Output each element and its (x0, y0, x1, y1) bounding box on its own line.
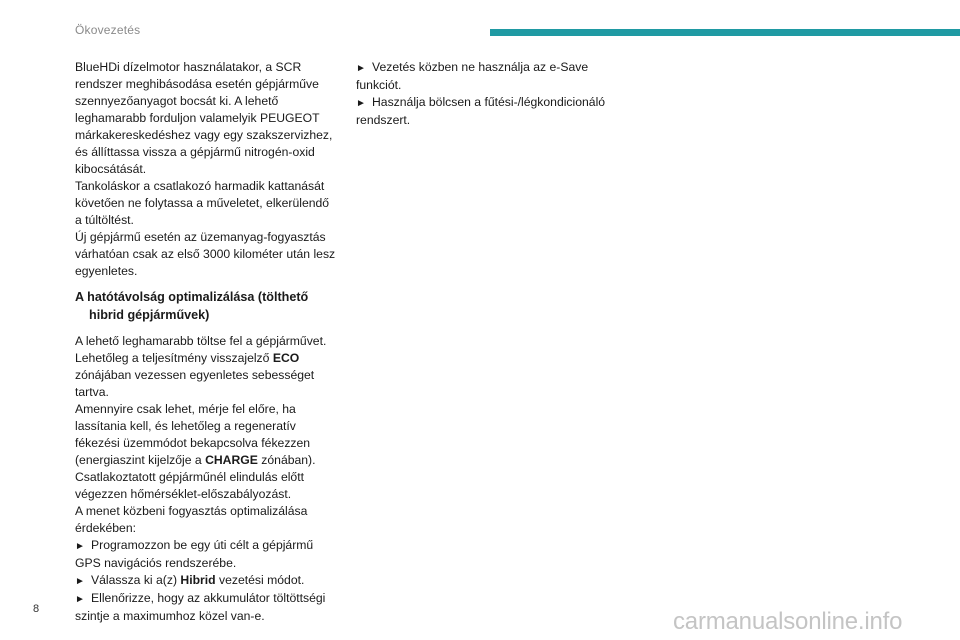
text-span: vezetési módot. (219, 573, 305, 587)
text-span: Lehetőleg a teljesítmény visszajelző (75, 351, 270, 365)
text-line (75, 435, 343, 452)
text-line: Új gépjármű esetén az üzemanyag-fogyasztás (75, 230, 326, 244)
text-span: zónájában vezessen egyenletes sebességet (75, 368, 315, 382)
text-line (75, 486, 343, 503)
subheading: A hatótávolság optimalizálása (tölthető hibrid gépjárművek) (75, 290, 309, 322)
intro-paragraph (75, 59, 343, 280)
text-span: (energiaszint kijelzője a (75, 453, 202, 467)
text-span: szintje a maximumhoz közel van-e. (75, 609, 265, 623)
text-span: A menet közbeni fogyasztás optimalizálása (75, 504, 308, 518)
text-line (75, 503, 343, 520)
watermark-logo: carmanualsonline.info (673, 608, 903, 635)
text-span: GPS navigációs rendszerébe. (75, 556, 237, 570)
text-span: Válassza ki a(z) (91, 573, 178, 587)
text-line: a túltöltést. (75, 213, 134, 227)
text-line (75, 418, 343, 435)
text-line: kibocsátását. (75, 162, 147, 176)
charge-label: CHARGE (205, 453, 258, 467)
text-line (356, 112, 626, 129)
accent-bar (490, 29, 960, 36)
text-span: Vezetés közben ne használja az e-Save (372, 60, 589, 74)
text-span: lassítania kell, és lehetőleg a regeneratív (75, 419, 296, 433)
text-line (75, 520, 343, 537)
text-line (356, 77, 626, 94)
text-line: és állíttassa vissza a gépjármű nitrogén-oxid (75, 145, 315, 159)
text-span: A lehető leghamarabb töltse fel a gépjárművet. (75, 334, 327, 348)
text-line (75, 384, 343, 401)
bullet-arrow-icon: ► (356, 63, 366, 74)
text-span: Csatlakoztatott gépjárműnél elindulás előtt (75, 470, 304, 484)
bullet-arrow-icon: ► (75, 541, 85, 552)
bullet-item (75, 590, 343, 608)
text-line: rendszer meghibásodása esetén gépjárműve (75, 77, 319, 91)
text-line: egyenletes. (75, 264, 138, 278)
page-number: 8 (33, 603, 40, 615)
text-span: Programozzon be egy úti célt a gépjármű (91, 538, 314, 552)
text-line (75, 555, 343, 572)
text-line: követően ne folytassa a műveletet, elkerülendő (75, 196, 330, 210)
text-line: várhatóan csak az első 3000 kilométer után lesz (75, 247, 336, 261)
text-line: BlueHDi dízelmotor használatakor, a SCR (75, 60, 302, 74)
text-line: márkakereskedéshez vagy egy szakszervizhez, (75, 128, 333, 142)
left-column (75, 59, 343, 625)
text-span: zónában). (261, 453, 316, 467)
text-span: Amennyire csak lehet, mérje fel előre, ha (75, 402, 296, 416)
text-line (75, 452, 343, 469)
bullet-item (75, 537, 343, 555)
text-span: fékezési üzemmódot bekapcsolva fékezzen (75, 436, 311, 450)
text-span: érdekében: (75, 521, 136, 535)
text-line (75, 333, 343, 350)
bullet-item (75, 572, 343, 590)
text-line: leghamarabb forduljon valamelyik PEUGEOT (75, 111, 320, 125)
bullet-arrow-icon: ► (75, 594, 85, 605)
text-line (75, 469, 343, 486)
right-column (356, 59, 626, 129)
bullet-arrow-icon: ► (75, 576, 85, 587)
text-span: rendszert. (356, 113, 411, 127)
hibrid-label: Hibrid (180, 573, 216, 587)
text-span: végezzen hőmérséklet-előszabályozást. (75, 487, 292, 501)
bullet-item (356, 94, 626, 112)
text-line (75, 608, 343, 625)
text-span: Használja bölcsen a fűtési-/légkondicionáló (372, 95, 606, 109)
text-span: tartva. (75, 385, 109, 399)
text-line (75, 350, 343, 367)
body-text (75, 333, 343, 625)
text-line (75, 401, 343, 418)
text-line (75, 367, 343, 384)
section-title: Ökovezetés (75, 23, 141, 37)
text-line: szennyezőanyagot bocsát ki. A lehető (75, 94, 279, 108)
text-span: Ellenőrizze, hogy az akkumulátor töltöttségi (91, 591, 326, 605)
bullet-arrow-icon: ► (356, 98, 366, 109)
bullet-item (356, 59, 626, 77)
text-span: funkciót. (356, 78, 402, 92)
eco-label: ECO (272, 351, 300, 365)
text-line: Tankoláskor a csatlakozó harmadik kattanását (75, 179, 325, 193)
